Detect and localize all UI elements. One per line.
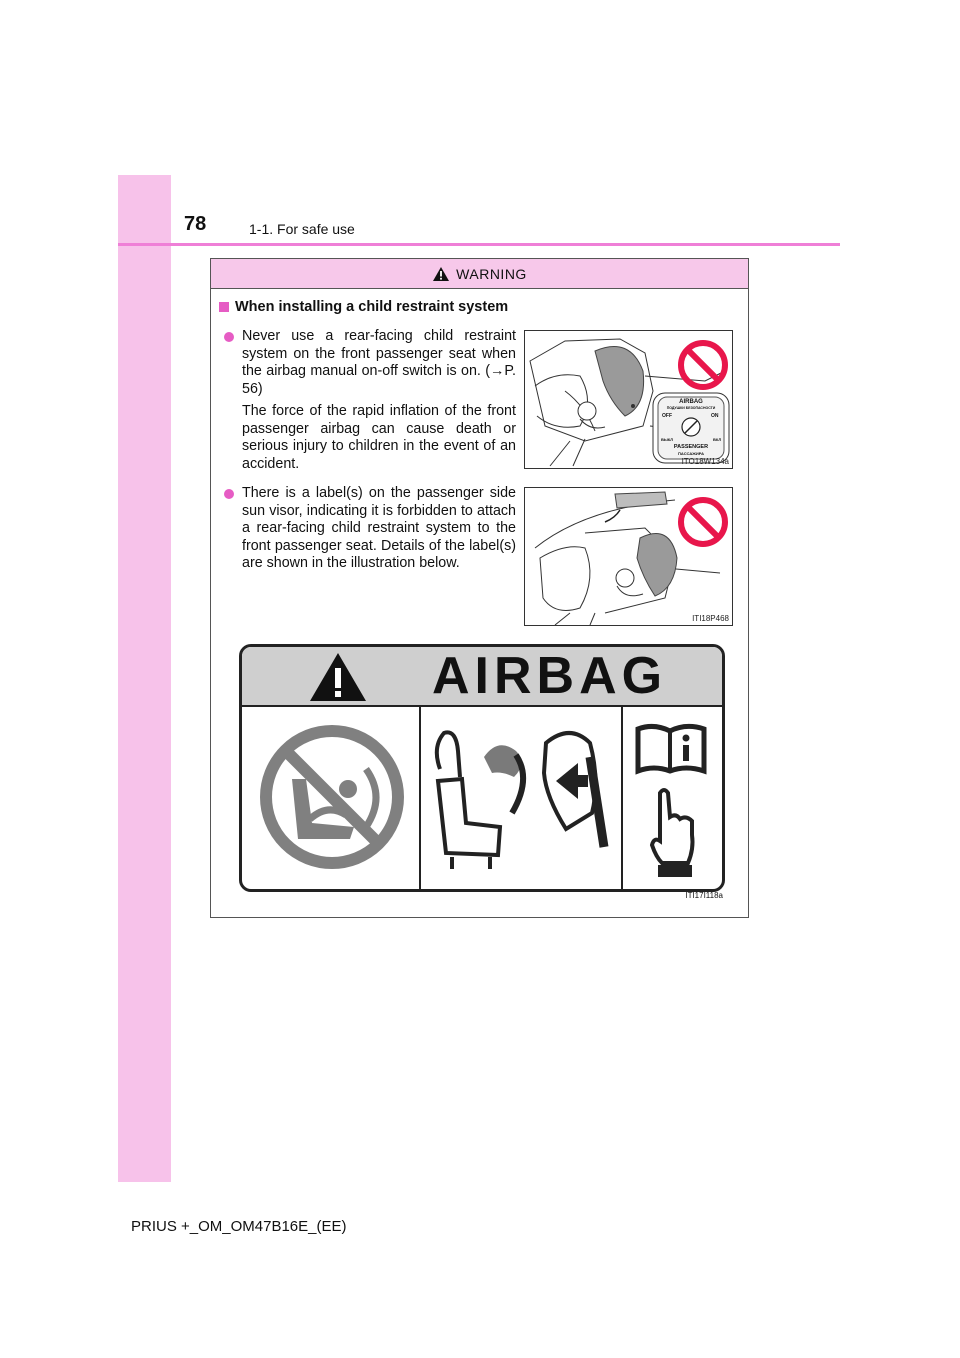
list-item (224, 328, 516, 473)
label-divider (419, 707, 421, 889)
warning-triangle-icon (308, 651, 368, 703)
airbag-label-word: AIRBAG (432, 647, 668, 705)
airbag-switch-on-sub: ВКЛ (713, 437, 722, 442)
section-heading (219, 299, 508, 315)
bullet (224, 332, 234, 342)
heading-marker (219, 302, 229, 312)
switch-knob-icon (680, 416, 702, 438)
airbag-deploy-icon (428, 717, 613, 885)
label-divider (621, 707, 623, 889)
figure-code: ITO18W134a (681, 457, 729, 466)
airbag-switch-top-sub: ПОДУШКИ БЕЗОПАСНОСТИ (666, 406, 716, 410)
header-rule (118, 243, 840, 246)
airbag-switch-illustration (524, 330, 733, 469)
airbag-switch-on-label: ON (711, 413, 719, 419)
prohibition-icon (677, 496, 729, 548)
airbag-label-illustration (239, 644, 723, 900)
bullet (224, 489, 234, 499)
warning-triangle-icon (432, 266, 450, 282)
list-item (224, 485, 516, 573)
info-book-icon (634, 721, 708, 775)
airbag-switch-top-label: AIRBAG (679, 399, 703, 405)
figure-code: ITI18P468 (692, 614, 729, 623)
footer-doc-id: PRIUS +_OM_OM47B16E_(EE) (131, 1218, 347, 1235)
airbag-label (239, 644, 725, 892)
item-2-para-1: There is a label(s) on the passenger side sun visor, indicating it is forbidden to attach a rear-facing child restraint system to the front passenger seat. Details of the label(s) are shown in the illustration below. (242, 485, 516, 571)
page-number: 78 (184, 213, 207, 235)
airbag-switch-off-label: OFF (662, 413, 672, 419)
warning-title: WARNING (456, 265, 527, 282)
section-title: 1-1. For safe use (249, 221, 355, 237)
side-tab (118, 175, 171, 1182)
airbag-switch-off-sub: ВЫКЛ (661, 437, 674, 442)
airbag-switch-bottom-sub: ПАССАЖИРА (678, 451, 704, 456)
item-1-para-1: Never use a rear-facing child restraint system on the front passenger seat when the airbag manual on-off switch is on. (→P. 56) (242, 328, 516, 397)
heading-text: When installing a child restraint system (235, 299, 509, 315)
sun-visor-illustration (524, 487, 733, 626)
warning-box (210, 258, 749, 918)
airbag-label-header (242, 647, 722, 707)
figure-code: ITI17I118a (685, 891, 723, 900)
pointing-hand-icon (648, 787, 698, 879)
airbag-switch-bottom-label: PASSENGER (673, 444, 709, 450)
no-rear-facing-child-seat-icon (258, 723, 406, 871)
prohibition-icon (677, 339, 729, 391)
item-1-para-2: The force of the rapid inflation of the front passenger airbag can cause death or serious injury to children in the event of an accident. (242, 403, 516, 472)
warning-header (211, 259, 748, 289)
